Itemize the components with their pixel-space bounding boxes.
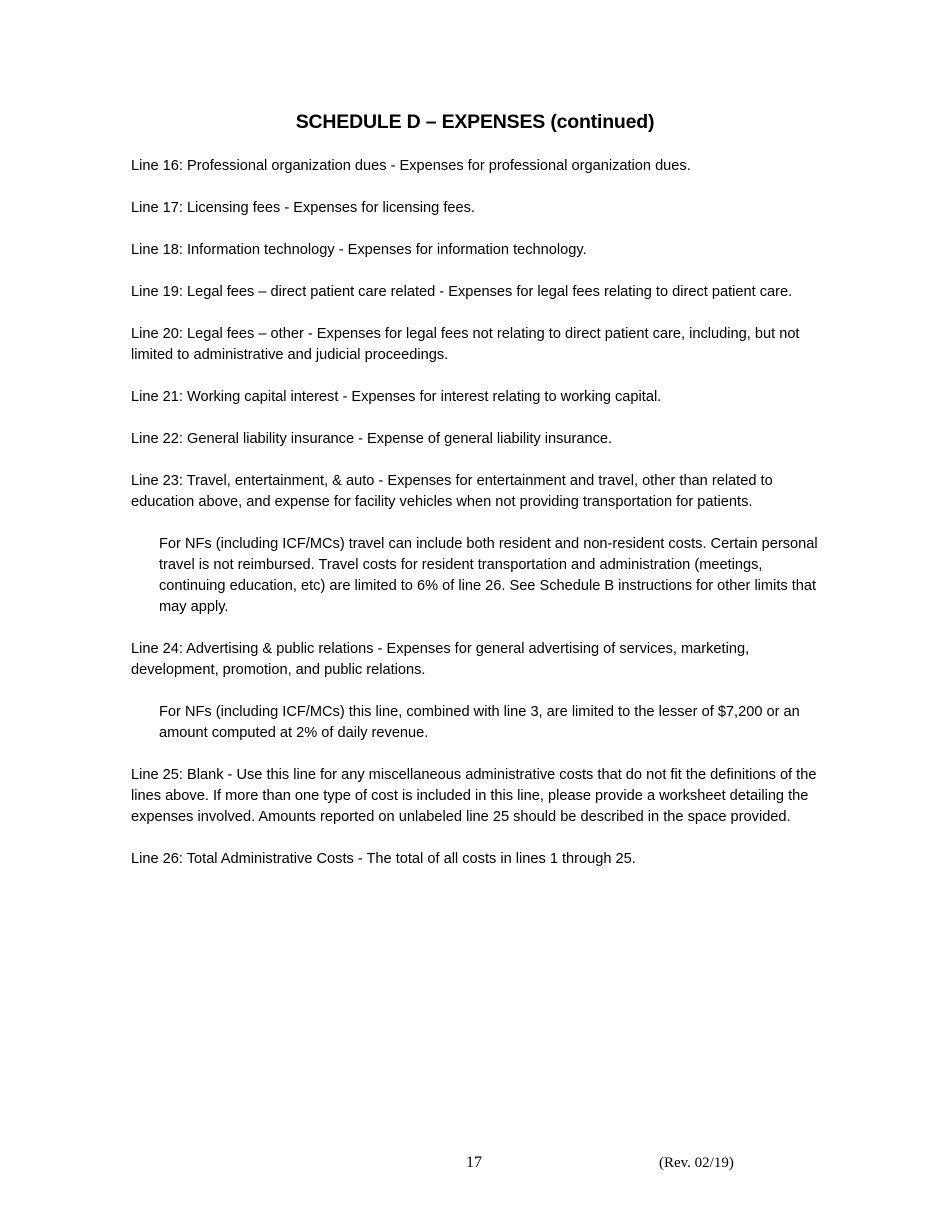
line-25-paragraph: Line 25: Blank - Use this line for any miscellaneous administrative costs that do not fit the definitions of the lines above. If more than one type of cost is included in this line, please provide a worksheet detailing the expenses involved. Amounts reported on unlabeled line 25 should be described in the space provided. (131, 767, 817, 825)
page-number: 17 (466, 1154, 482, 1171)
line-24-paragraph: Line 24: Advertising & public relations - Expenses for general advertising of services, marketing, development, promotion, and public relations. (131, 641, 750, 678)
line-17-paragraph: Line 17: Licensing fees - Expenses for licensing fees. (131, 200, 475, 216)
line-16-paragraph: Line 16: Professional organization dues - Expenses for professional organization dues. (131, 158, 691, 174)
revision-date: (Rev. 02/19) (659, 1155, 734, 1171)
line-24-nf-note: For NFs (including ICF/MCs) this line, combined with line 3, are limited to the lesser of $7,200 or an amount computed at 2% of daily revenue. (159, 704, 800, 741)
page-title: SCHEDULE D – EXPENSES (continued) (295, 111, 655, 133)
document-body (131, 156, 831, 891)
line-19-paragraph: Line 19: Legal fees – direct patient care related - Expenses for legal fees relating to direct patient care. (131, 284, 793, 300)
line-21-paragraph: Line 21: Working capital interest - Expenses for interest relating to working capital. (131, 389, 662, 405)
line-23-paragraph: Line 23: Travel, entertainment, & auto - Expenses for entertainment and travel, other than related to education above, and expense for facility vehicles when not providing transportation for patients. (131, 473, 773, 510)
line-23-nf-note: For NFs (including ICF/MCs) travel can include both resident and non-resident costs. Certain personal travel is not reimbursed. Travel costs for resident transportation and administration (meetings, continuing education, etc) are limited to 6% of line 26. See Schedule B instructions for other limits that may apply. (159, 536, 818, 615)
line-26-paragraph: Line 26: Total Administrative Costs - The total of all costs in lines 1 through 25. (131, 851, 636, 867)
line-20-paragraph: Line 20: Legal fees – other - Expenses for legal fees not relating to direct patient care, including, but not limited to administrative and judicial proceedings. (131, 326, 800, 363)
line-22-paragraph: Line 22: General liability insurance - Expense of general liability insurance. (131, 431, 613, 447)
line-18-paragraph: Line 18: Information technology - Expenses for information technology. (131, 242, 587, 258)
